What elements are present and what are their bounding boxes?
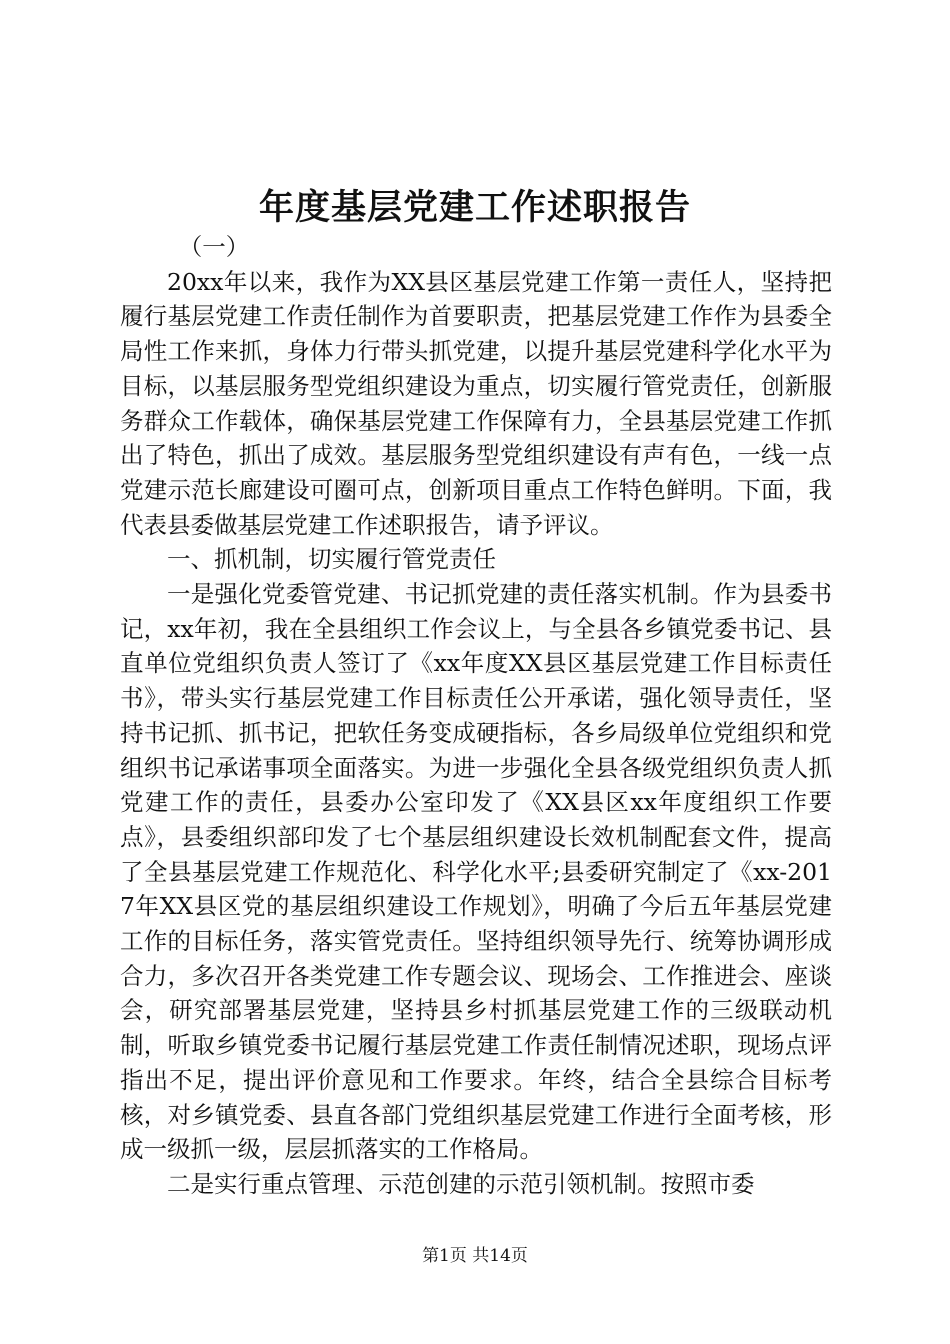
document-body bbox=[120, 230, 832, 1202]
paragraph-point-two: 二是实行重点管理、示范创建的示范引领机制。按照市委 bbox=[167, 1169, 755, 1198]
paragraph-intro: 20xx年以来，我作为XX县区基层党建工作第一责任人，坚持把履行基层党建工作责任制作为首要职责，把基层党建工作作为县委全局性工作来抓，身体力行带头抓党建，以提升基层党建科学化水平为目标，以基层服务型党组织建设为重点，切实履行管党责任，创新服务群众工作载体，确保基层党建工作保障有力，全县基层党建工作抓出了特色，抓出了成效。基层服务型党组织建设有声有色，一线一点党建示范长廊建设可圈可点，创新项目重点工作特色鲜明。下面，我代表县委做基层党建工作述职报告，请予评议。 bbox=[120, 267, 832, 539]
document-title: 年度基层党建工作述职报告 bbox=[258, 187, 691, 228]
section-heading: 一、抓机制，切实履行管党责任 bbox=[167, 545, 496, 574]
page-footer: 第1页 共14页 bbox=[422, 1246, 528, 1266]
section-marker: （一） bbox=[178, 233, 250, 261]
paragraph-point-one: 一是强化党委管党建、书记抓党建的责任落实机制。作为县委书记，xx年初，我在全县组织工作会议上，与全县各乡镇党委书记、县直单位党组织负责人签订了《xx年度XX县区基层党建工作目标责任书》，带头实行基层党建工作目标责任公开承诺，强化领导责任，坚持书记抓、抓书记，把软任务变成硬指标，各乡局级单位党组织和党组织书记承诺事项全面落实。为进一步强化全县各级党组织负责人抓党建工作的责任，县委办公室印发了《XX县区xx年度组织工作要点》，县委组织部印发了七个基层组织建设长效机制配套文件，提高了全县基层党建工作规范化、科学化水平;县委研究制定了《xx-2017年XX县区党的基层组织建设工作规划》，明确了今后五年基层党建工作的目标任务，落实管党责任。坚持组织领导先行、统筹协调形成合力，多次召开各类党建工作专题会议、现场会、工作推进会、座谈会，研究部署基层党建，坚持县乡村抓基层党建工作的三级联动机制，听取乡镇党委书记履行基层党建工作责任制情况述职，现场点评指出不足，提出评价意见和工作要求。年终，结合全县综合目标考核，对乡镇党委、县直各部门党组织基层党建工作进行全面考核，形成一级抓一级，层层抓落实的工作格局。 bbox=[120, 580, 832, 1164]
